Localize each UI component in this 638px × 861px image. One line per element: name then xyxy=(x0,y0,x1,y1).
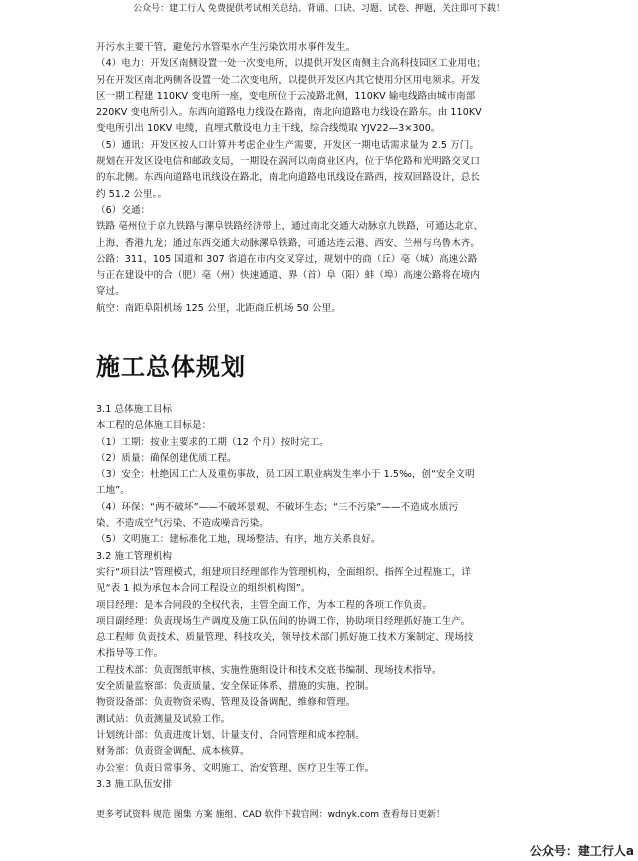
text-line: 上海、香港九龙；通过东西交通大动脉漯阜铁路，可通达连云港、西安、兰州与乌鲁木齐。 xyxy=(96,237,481,249)
text-line: 3.3 施工队伍安排 xyxy=(96,778,173,790)
text-line: 财务部：负责资金调配、成本核算。 xyxy=(96,746,250,758)
text-line: 安全质量监察部：负责质量、安全保证体系、措施的实施、控制。 xyxy=(96,681,375,693)
text-line: 3.2 施工管理机构 xyxy=(96,550,173,562)
text-line: 项目副经理：负责现场生产调度及施工队伍间的协调工作，协助项目经理抓好施工生产。 xyxy=(96,615,471,627)
text-line: 的东北侧。东西向道路电讯线设在路北，南北向道路电讯线设在路西，按双回路设计，总长 xyxy=(96,172,481,184)
text-line: 变电所引出 10KV 电缆，直埋式敷设电力主干线，综合线缆取 YJV22—3×300。 xyxy=(96,123,441,135)
text-line: （5）通讯：开发区按人口计算并考虑企业生产需要，开发区一期电话需求量为 2.5 万门。 xyxy=(96,139,479,151)
text-line: 办公室：负责日常事务、文明施工、治安管理、医疗卫生等工作。 xyxy=(96,762,375,774)
body-section xyxy=(96,402,542,793)
text-line: 约 51.2 公里。。 xyxy=(96,188,168,200)
text-line: （2）质量：确保创建优质工程。 xyxy=(96,452,237,464)
text-line: （3）安全：杜绝因工亡人及重伤事故，员工因工职业病发生率小于 1.5‰，创“安全文明 xyxy=(96,469,475,481)
text-line: （5）文明施工：建标准化工地，现场整洁、有序，地方关系良好。 xyxy=(96,534,381,546)
text-line: 与正在建设中的合（肥）亳（州）快速通道、界（首）阜（阳）蚌（埠）高速公路将在境内 xyxy=(96,270,481,282)
text-line: 计划统计部：负责进度计划、计量支付、合同管理和成本控制。 xyxy=(96,729,365,741)
page-footer: 更多考试资料 规范 图集 方案 施组、CAD 软件下载官网：wdnyk.com 查看每日更新！ xyxy=(96,810,445,820)
text-line: 染、不造成空气污染、不造成噪音污染。 xyxy=(96,518,269,530)
text-line: 公路：311、105 国道和 307 省道在市内交叉穿过，规划中的商（丘）亳（城）高速公路 xyxy=(96,253,478,265)
section-title: 施工总体规划 xyxy=(96,352,246,381)
page-header: 公众号：建工行人 免费提供考试相关总结、背诵、口诀、习题、试卷、押题，关注即可下载！ xyxy=(133,4,505,14)
text-line: 铁路 亳州位于京九铁路与漯阜铁路经济带上，通过南北交通大动脉京九铁路，可通达北京、 xyxy=(96,221,484,233)
text-line: 实行“项目法”管理模式，组建项目经理部作为管理机构，全面组织、指挥全过程施工，详 xyxy=(96,566,471,578)
intro-section xyxy=(96,40,542,317)
text-line: 穿过。 xyxy=(96,286,125,298)
text-line: 项目经理：是本合同段的全权代表，主管全面工作，为本工程的各项工作负责。 xyxy=(96,599,433,611)
text-line: 工程技术部：负责图纸审核、实施性施组设计和技术交底书编制、现场技术指导。 xyxy=(96,664,442,676)
text-line: 物资设备部：负责物资采购、管理及设备调配、维修和管理。 xyxy=(96,697,356,709)
text-line: （4）电力：开发区南侧设置一处一次变电所，以提供开发区南侧主合高科技园区工业用电； xyxy=(96,58,487,70)
text-line: 开污水主要干管，避免污水管渠水产生污染饮用水事件发生。 xyxy=(96,42,356,53)
text-line: （4）环保：“两不破坏”——不破坏景观、不破坏生态；“三不污染”——不造成水质污 xyxy=(96,501,459,513)
text-line: 规划在开发区设电信和邮政支局，一期设在涡河以南商业区内，位于华佗路和光明路交叉口 xyxy=(96,156,481,168)
text-line: （1）工期：按业主要求的工期（12 个月）按时完工。 xyxy=(96,436,329,448)
text-line: 3.1 总体施工目标 xyxy=(96,404,173,415)
text-line: 另在开发区南北两侧各设置一处二次变电所，以提供开发区内其它使用分区用电须求。开发 xyxy=(96,74,481,86)
text-line: 见“表 1 拟为承包本合同工程设立的组织机构图”。 xyxy=(96,583,311,595)
text-line: 术指导等工作。 xyxy=(96,648,164,660)
text-line: 220KV 变电所引入。东西向道路电力线设在路南，南北向道路电力线设在路东。由 110KV xyxy=(96,107,482,119)
text-line: 区一期工程建 110KV 变电所一座，变电所位于云凌路北侧，110KV 输电线路由城市南部 xyxy=(96,90,476,102)
text-line: 总工程师 负责技术、质量管理、科技攻关，领导技术部门抓好施工技术方案制定、现场技 xyxy=(96,632,474,644)
text-line: （6）交通： xyxy=(96,204,151,216)
text-line: 工地”。 xyxy=(96,485,130,497)
text-line: 航空：南距阜阳机场 125 公里，北距商丘机场 50 公里。 xyxy=(96,302,341,314)
text-line: 本工程的总体施工目标是： xyxy=(96,420,212,432)
text-line: 测试站：负责测量及试验工作。 xyxy=(96,713,231,725)
watermark-text: 公众号：建工行人a xyxy=(529,844,634,858)
